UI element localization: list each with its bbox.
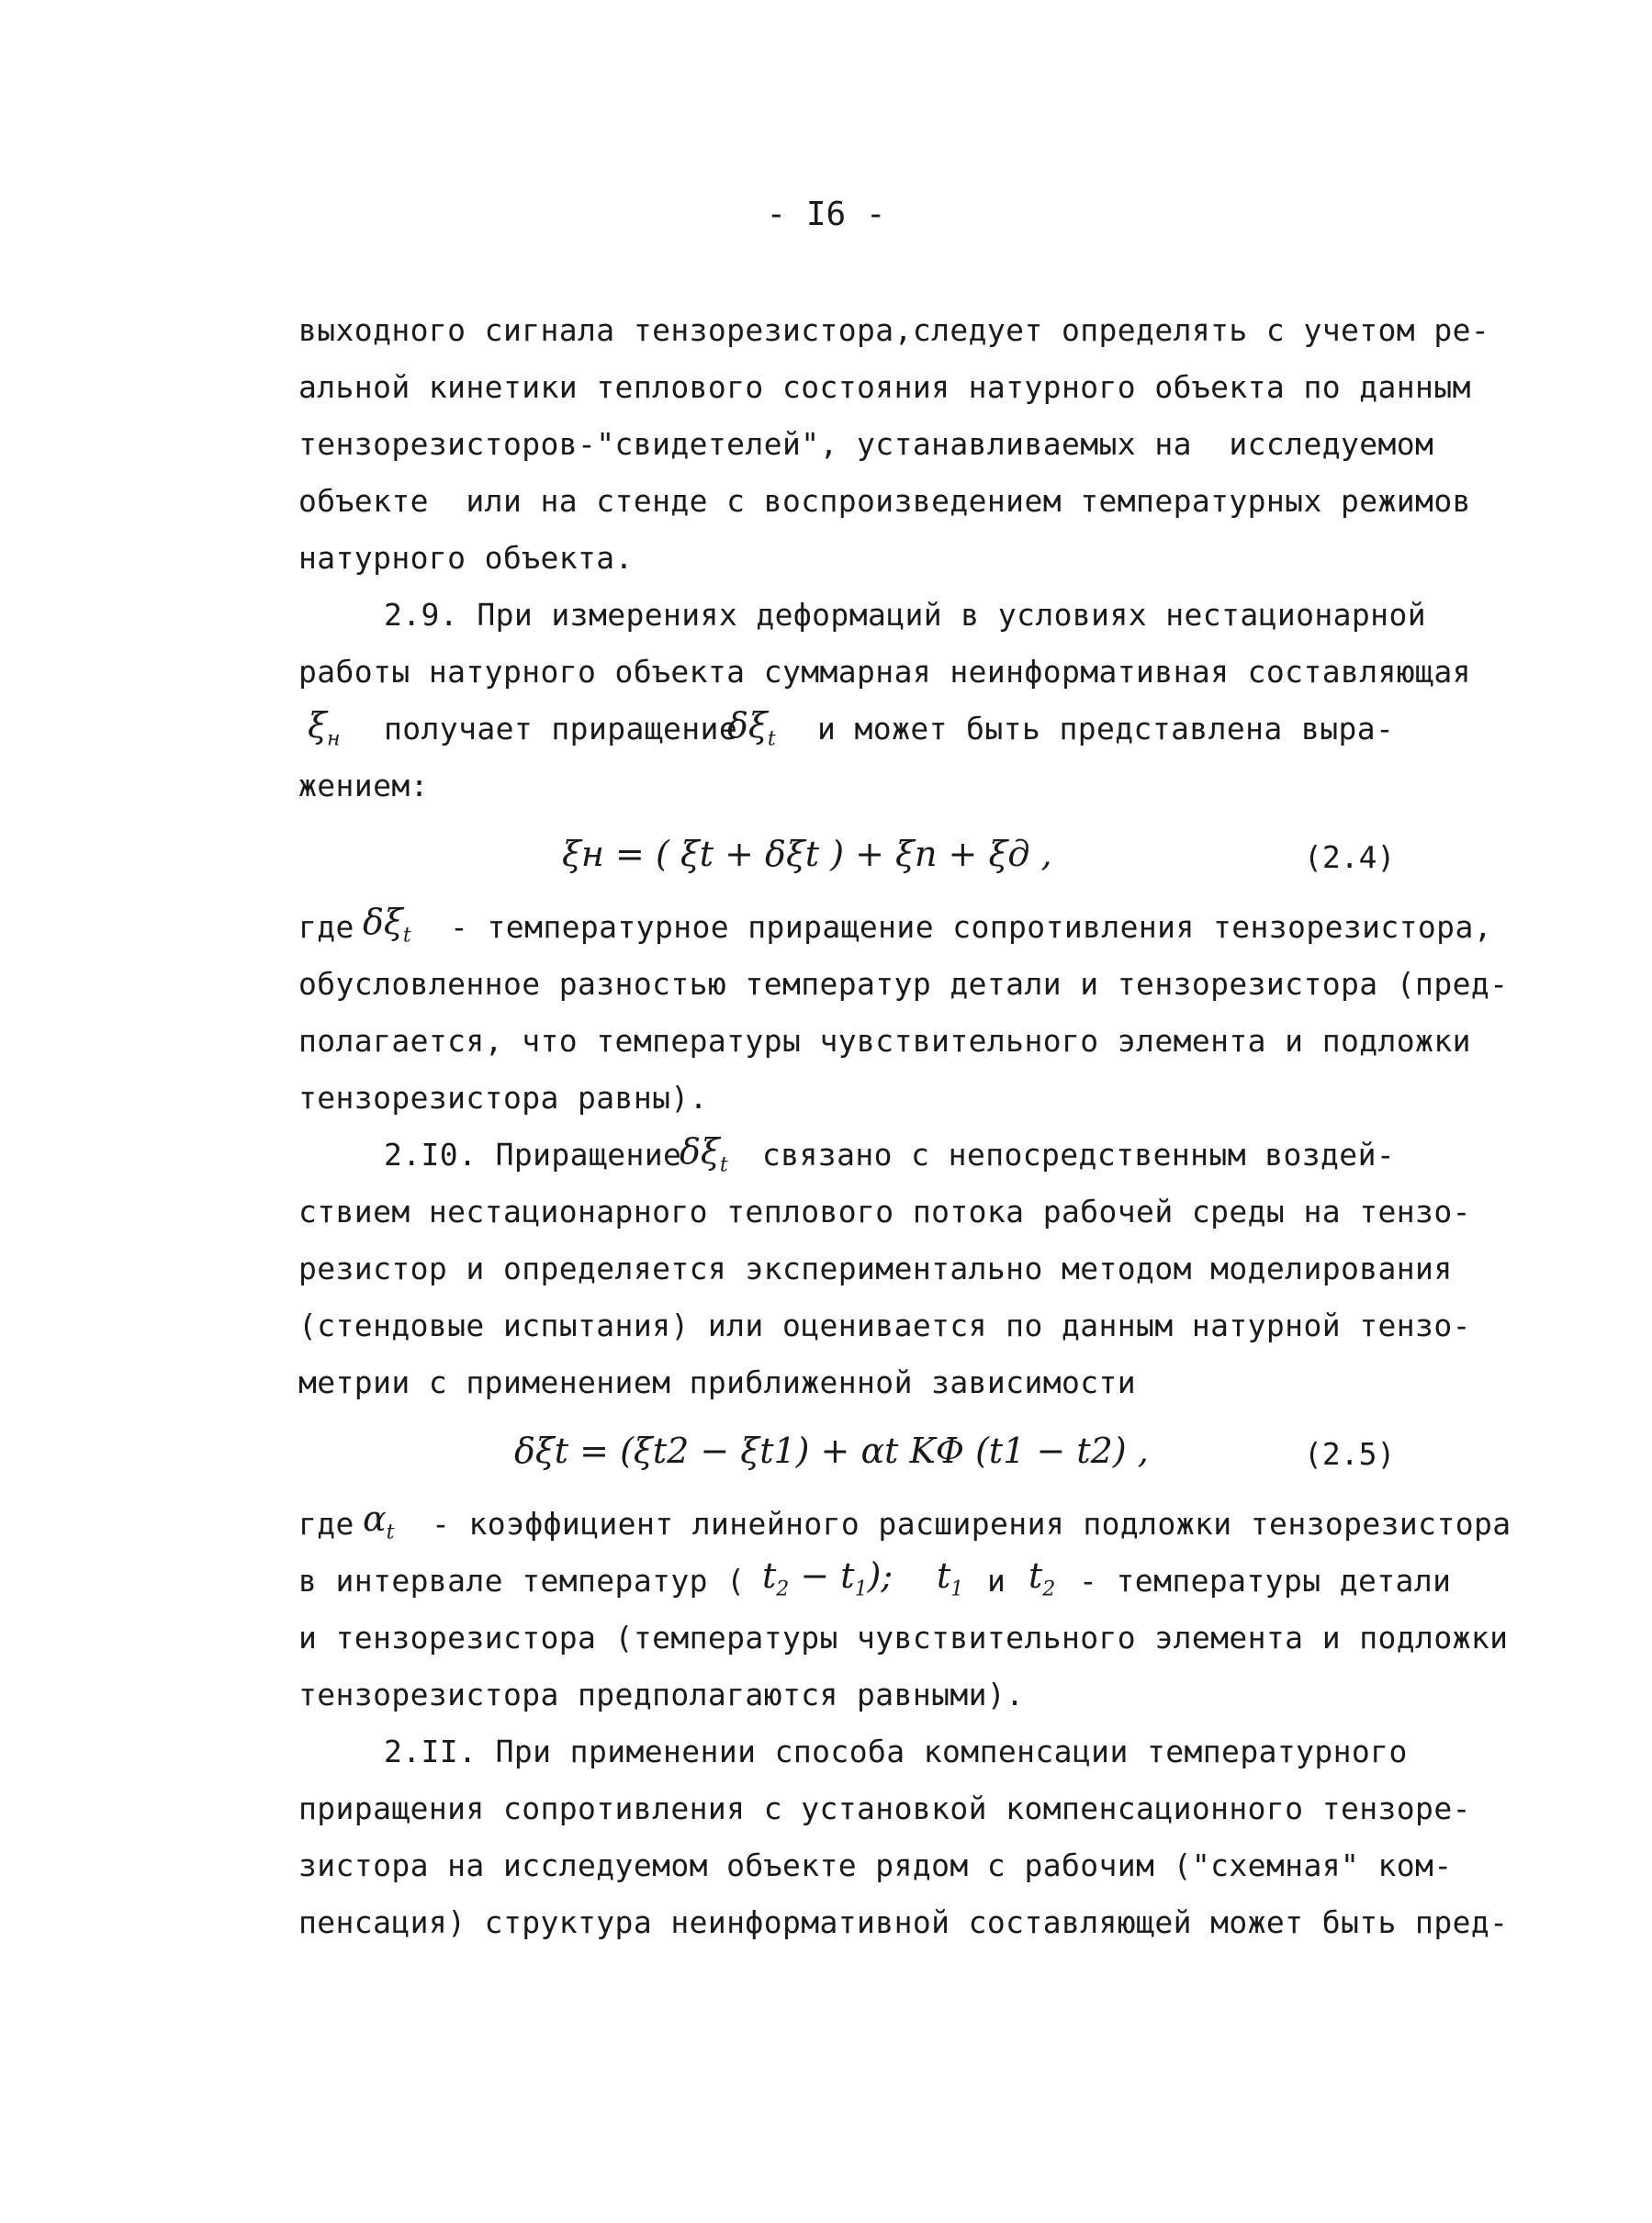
text-line: обусловленное разностью температур детали и тензорезистора (пред-	[298, 966, 1509, 1002]
text-line: выходного сигнала тензорезистора,следует определять с учетом ре-	[298, 312, 1490, 348]
text-line: приращения сопротивления с установкой компенсационного тензоре-	[298, 1791, 1471, 1826]
equation-number-2-4: (2.4)	[1304, 839, 1396, 875]
text-line: - температурное приращение сопротивления тензорезистора,	[450, 909, 1492, 945]
temperature-interval-symbol: $t_2 - t_1$);	[762, 1555, 893, 1601]
text-line: работы натурного объекта суммарная неинформативная составляющая	[298, 654, 1471, 690]
alpha-t-symbol: $\alpha_t$	[363, 1499, 395, 1544]
equation-2-4: ξн = ( ξt + δξt ) + ξп + ξд ,	[562, 834, 1052, 874]
text-word: где	[298, 909, 354, 945]
equation-2-5: δξt = (ξt2 − ξt1) + αt KΦ (t1 − t2) ,	[514, 1431, 1149, 1471]
paragraph-2-10-start: 2.I0. Приращение	[384, 1137, 682, 1173]
text-line: натурного объекта.	[298, 540, 634, 576]
text-line: связано с непосредственным воздей-	[762, 1137, 1396, 1173]
text-line: получает приращение	[384, 711, 738, 747]
equation-number-2-5: (2.5)	[1304, 1436, 1396, 1472]
delta-xi-t-symbol: $\delta\xi_t$	[680, 1131, 728, 1177]
text-line: - температуры детали	[1079, 1563, 1452, 1599]
text-line: метрии с применением приближенной зависимости	[298, 1364, 1137, 1400]
text-line: пенсация) структура неинформативной составляющей может быть пред-	[298, 1904, 1509, 1940]
text-line: тензорезистора равны).	[298, 1080, 708, 1116]
text-line: - коэффициент линейного расширения подложки тензорезистора	[432, 1506, 1512, 1542]
text-line: резистор и определяется экспериментально методом моделирования	[298, 1251, 1453, 1286]
text-line: ствием нестационарного теплового потока рабочей среды на тензо-	[298, 1194, 1471, 1229]
text-line: и может быть представлена выра-	[817, 711, 1395, 747]
text-line: жением:	[298, 768, 429, 803]
text-line: зистора на исследуемом объекте рядом с рабочим ("схемная" ком-	[298, 1847, 1453, 1883]
xi-n-symbol: $\xi_н$	[308, 705, 341, 751]
text-line: тензорезистора предполагаются равными).	[298, 1677, 1025, 1712]
text-word: и	[987, 1563, 1006, 1599]
text-line: и тензорезистора (температуры чувствительного элемента и подложки	[298, 1620, 1509, 1656]
text-line: альной кинетики теплового состояния натурного объекта по данным	[298, 369, 1471, 405]
text-line: полагается, что температуры чувствительного элемента и подложки	[298, 1023, 1471, 1059]
text-line: (стендовые испытания) или оценивается по данным натурной тензо-	[298, 1308, 1471, 1343]
text-line: объекте или на стенде с воспроизведением температурных режимов	[298, 483, 1471, 519]
delta-xi-t-symbol: $\delta\xi_t$	[727, 705, 776, 751]
t1-symbol: $t_1$	[937, 1555, 964, 1601]
paragraph-2-11-start: 2.II. При применении способа компенсации температурного	[384, 1734, 1408, 1769]
delta-xi-t-symbol: $\delta\xi_t$	[363, 902, 411, 948]
text-line: в интервале температур (	[298, 1563, 746, 1599]
t2-symbol: $t_2$	[1028, 1555, 1056, 1601]
paragraph-2-9-start: 2.9. При измерениях деформаций в условиях нестационарной	[384, 597, 1426, 633]
page-number: - I6 -	[766, 196, 886, 233]
text-word: где	[298, 1506, 354, 1542]
text-line: тензорезисторов-"свидетелей", устанавливаемых на исследуемом	[298, 426, 1434, 462]
